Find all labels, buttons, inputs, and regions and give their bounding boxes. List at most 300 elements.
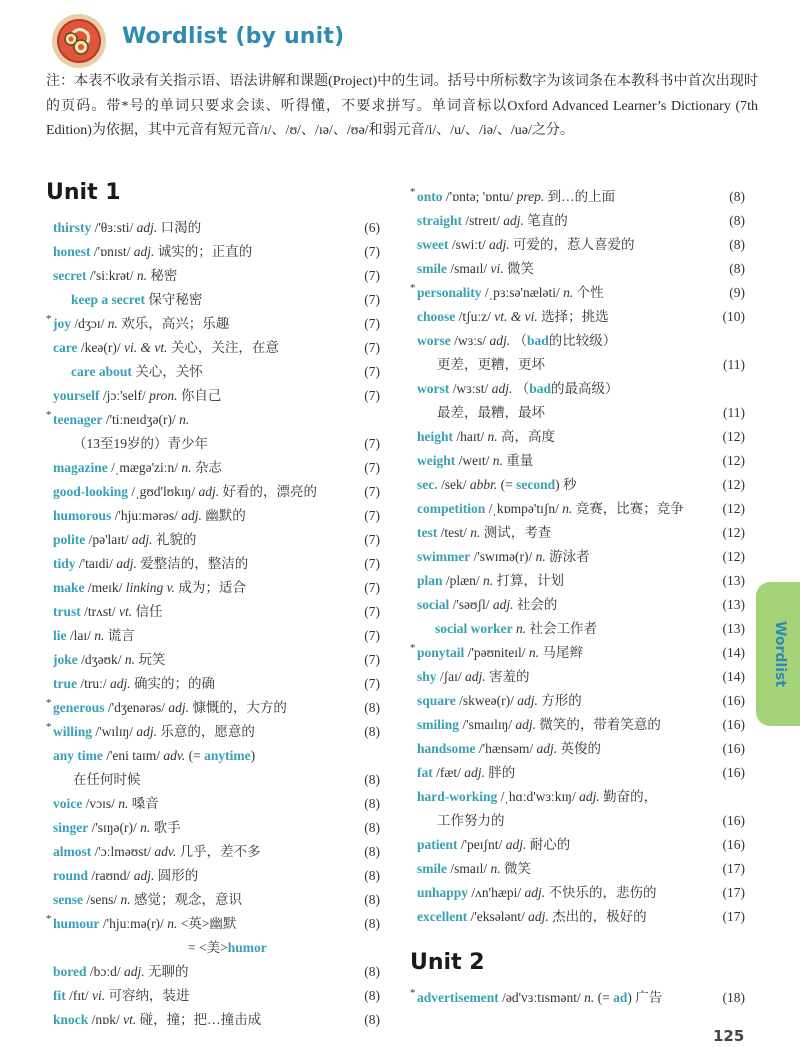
word-entry [417, 689, 745, 713]
unit-1-heading: Unit 1 [46, 180, 121, 205]
word-entry [53, 240, 380, 264]
page-ref: (17) [722, 909, 745, 924]
page-ref: (8) [364, 724, 380, 739]
headword: advertisement [417, 990, 499, 1005]
word-entry [53, 336, 380, 360]
headword-ref: bad [526, 333, 549, 348]
phonetic: /'ɔːlməʊst/ [91, 844, 155, 859]
page-title: Wordlist (by unit) [122, 24, 345, 49]
headword: patient [417, 837, 458, 852]
word-entry [53, 600, 380, 624]
definition: 胖的 [484, 765, 516, 780]
headword-ref: humor [227, 940, 267, 955]
part-of-speech: n. [483, 573, 494, 588]
word-entry [53, 456, 380, 480]
word-entry [417, 497, 745, 521]
part-of-speech: n. [487, 429, 498, 444]
part-of-speech: adj. [133, 244, 155, 259]
page-ref: (7) [364, 340, 380, 355]
definition-tail: 的最高级） [550, 381, 619, 396]
part-of-speech: vi. & vt. [123, 340, 168, 355]
page-ref: (8) [364, 964, 380, 979]
part-of-speech: prep. [516, 189, 545, 204]
page-ref: (7) [364, 580, 380, 595]
headword: secret [53, 268, 87, 283]
phonetic: /laɪ/ [66, 628, 95, 643]
phonetic: /test/ [437, 525, 471, 540]
definition: （ [510, 333, 527, 348]
headword: humour [53, 916, 100, 931]
star-marker: * [46, 721, 52, 733]
word-entry [417, 545, 745, 569]
phonetic: /ˌmægə'ziːn/ [107, 460, 182, 475]
phonetic: /streɪt/ [462, 213, 504, 228]
page-ref: (13) [722, 573, 745, 588]
part-of-speech: adj. [133, 868, 155, 883]
headword: care about [71, 364, 132, 379]
part-of-speech: adj. [505, 837, 527, 852]
headword: excellent [417, 909, 468, 924]
page-ref: (16) [722, 693, 745, 708]
page-ref: (16) [722, 717, 745, 732]
page-ref: (7) [364, 316, 380, 331]
definition: 社会的 [513, 597, 558, 612]
definition: 口渴的 [157, 220, 202, 235]
word-entry [417, 233, 745, 257]
phonetic: /'tiːneɪdʒə(r)/ [102, 412, 180, 427]
part-of-speech: n. [528, 645, 539, 660]
word-entry [46, 696, 380, 720]
page-ref: (8) [364, 820, 380, 835]
headword: trust [53, 604, 81, 619]
phonetic: /plæn/ [442, 573, 484, 588]
definition: 笔直的 [523, 213, 568, 228]
page-ref: (7) [364, 364, 380, 379]
page-ref: (8) [364, 796, 380, 811]
definition: 更差，更糟，更坏 [437, 357, 545, 372]
word-entry [53, 480, 380, 504]
headword: bored [53, 964, 87, 979]
word-entry [410, 281, 745, 305]
headword: smile [417, 861, 447, 876]
page-ref: (8) [364, 916, 380, 931]
part-of-speech: adj. [131, 532, 153, 547]
part-of-speech: n. [179, 412, 190, 427]
part-of-speech: n. [120, 892, 131, 907]
page-ref: (8) [729, 237, 745, 252]
part-of-speech: n. [492, 453, 503, 468]
part-of-speech: vt. [119, 604, 133, 619]
headword: swimmer [417, 549, 471, 564]
page-ref: (16) [722, 765, 745, 780]
headword: voice [53, 796, 83, 811]
word-entry [53, 984, 380, 1008]
definition: 不快乐的，悲伤的 [545, 885, 657, 900]
page-ref: (16) [722, 741, 745, 756]
part-of-speech: n. [181, 460, 192, 475]
definition: 圆形的 [154, 868, 199, 883]
word-entry [53, 648, 380, 672]
part-of-speech: adj. [110, 676, 131, 691]
page-ref: (7) [364, 604, 380, 619]
page-ref: (13) [722, 597, 745, 612]
part-of-speech: n. [118, 796, 129, 811]
definition: 感觉；观念，意识 [130, 892, 243, 907]
definition: (= [497, 477, 517, 492]
page-ref: (8) [364, 988, 380, 1003]
definition: 马尾辫 [538, 645, 583, 660]
phonetic: /'swɪmə(r)/ [470, 549, 536, 564]
part-of-speech: adj. [579, 789, 600, 804]
part-of-speech: n. [535, 549, 546, 564]
word-entry [53, 744, 380, 768]
page-ref: (8) [729, 189, 745, 204]
part-of-speech: n. [140, 820, 151, 835]
word-entry [417, 425, 745, 449]
headword: unhappy [417, 885, 469, 900]
word-entry [417, 737, 745, 761]
word-entry [53, 624, 380, 648]
page-ref: (14) [722, 645, 745, 660]
definition-tail: ) 秒 [555, 477, 577, 492]
phonetic: /sek/ [437, 477, 470, 492]
part-of-speech: abbr. [469, 477, 498, 492]
word-entry [53, 552, 380, 576]
part-of-speech: adj. [181, 508, 202, 523]
part-of-speech: adj. [515, 717, 537, 732]
headword: teenager [53, 412, 103, 427]
part-of-speech: adv. [163, 748, 186, 763]
definition: 礼貌的 [152, 532, 197, 547]
part-of-speech: n. [563, 285, 574, 300]
part-of-speech: n. [167, 916, 178, 931]
definition: 在任何时候 [73, 772, 141, 787]
page-ref: (7) [364, 532, 380, 547]
phonetic: /əd'vɜːtɪsmənt/ [498, 990, 585, 1005]
part-of-speech: adj. [517, 693, 538, 708]
headword: willing [53, 724, 93, 739]
phonetic: /'ɒnɪst/ [90, 244, 134, 259]
part-of-speech: adj. [489, 333, 511, 348]
definition-tail: ) [250, 748, 256, 763]
page-number: 125 [713, 1027, 745, 1045]
part-of-speech: adv. [154, 844, 177, 859]
word-entry [417, 713, 745, 737]
word-entry [417, 617, 745, 641]
phonetic: /wɜːst/ [449, 381, 492, 396]
definition: 高，高度 [497, 429, 556, 444]
definition: 杰出的，极好的 [548, 909, 647, 924]
definition: 可爱的，惹人喜爱的 [509, 237, 635, 252]
word-entry [417, 665, 745, 689]
phonetic: /truː/ [77, 676, 110, 691]
definition: 勤奋的， [599, 789, 658, 804]
word-entry [53, 288, 380, 312]
phonetic: /'smaɪlɪŋ/ [459, 717, 516, 732]
word-entry [53, 216, 380, 240]
page-ref: (17) [722, 885, 745, 900]
headword: weight [417, 453, 456, 468]
definition-tail: ) 广告 [627, 990, 663, 1005]
definition: 乐意的，愿意的 [157, 724, 255, 739]
word-entry [417, 305, 745, 329]
definition: 歌手 [150, 820, 181, 835]
phonetic: /'sɪŋə(r)/ [88, 820, 141, 835]
definition: 玩笑 [135, 652, 166, 667]
part-of-speech: adj. [124, 964, 145, 979]
part-of-speech: pron. [149, 388, 178, 403]
phonetic: /keə(r)/ [77, 340, 124, 355]
headword: almost [53, 844, 92, 859]
headword: ponytail [417, 645, 465, 660]
phonetic: /ʃaɪ/ [436, 669, 466, 684]
phonetic: /weɪt/ [455, 453, 493, 468]
headword: sweet [417, 237, 449, 252]
definition: 打算，计划 [493, 573, 565, 588]
definition: 诚实的；正直的 [154, 244, 253, 259]
headword: joy [53, 316, 71, 331]
word-entry [417, 593, 745, 617]
page-ref: (8) [364, 844, 380, 859]
side-tab-wordlist[interactable] [756, 582, 800, 726]
headword: generous [53, 700, 105, 715]
page-ref: (7) [364, 628, 380, 643]
part-of-speech: linking v. [125, 580, 175, 595]
definition: （13至19岁的）青少年 [73, 436, 208, 451]
word-entry [417, 857, 745, 881]
definition: 几乎，差不多 [176, 844, 261, 859]
headword: worse [417, 333, 451, 348]
headword: good-looking [53, 484, 129, 499]
page-ref: (8) [729, 261, 745, 276]
phonetic: /ʌn'hæpi/ [468, 885, 525, 900]
definition: 谎言 [104, 628, 135, 643]
phonetic: /swiːt/ [448, 237, 489, 252]
definition: 秘密 [147, 268, 178, 283]
definition: 慷慨的，大方的 [189, 700, 287, 715]
page-ref: (7) [364, 460, 380, 475]
phonetic: /'ɒntə; 'ɒntu/ [442, 189, 517, 204]
part-of-speech: adj. [528, 909, 549, 924]
definition: 保守秘密 [144, 292, 203, 307]
word-entry [46, 312, 380, 336]
definition: 测试，考查 [480, 525, 552, 540]
definition-tail: 的比较级） [548, 333, 617, 348]
word-entry [417, 785, 745, 809]
part-of-speech: vt. & vi. [494, 309, 538, 324]
page-ref: (12) [722, 429, 745, 444]
page-ref: (12) [722, 501, 745, 516]
page-ref: (12) [722, 549, 745, 564]
phonetic: /tʃuːz/ [455, 309, 495, 324]
phonetic: /haɪt/ [453, 429, 488, 444]
headword-ref: second [516, 477, 556, 492]
definition: 英俊的 [557, 741, 601, 756]
phonetic: /'peɪʃnt/ [457, 837, 506, 852]
headword: knock [53, 1012, 89, 1027]
word-entry [53, 960, 380, 984]
phonetic: /pə'laɪt/ [85, 532, 132, 547]
headword: onto [417, 189, 443, 204]
headword: shy [417, 669, 437, 684]
headword: true [53, 676, 77, 691]
part-of-speech: adj. [116, 556, 137, 571]
phonetic: /ˌgʊd'lʊkɪŋ/ [128, 484, 199, 499]
phonetic: /dʒəʊk/ [77, 652, 125, 667]
headword: humorous [53, 508, 112, 523]
definition: 选择；挑选 [537, 309, 609, 324]
phonetic: /'siːkrət/ [86, 268, 137, 283]
part-of-speech: adj. [491, 381, 513, 396]
phonetic: /bɔːd/ [86, 964, 125, 979]
page-ref: (8) [364, 1012, 380, 1027]
page-ref: (7) [364, 508, 380, 523]
definition: 碰，撞；把…撞击成 [136, 1012, 262, 1027]
word-entry [53, 864, 380, 888]
phonetic: /vɔɪs/ [82, 796, 119, 811]
word-entry [417, 353, 745, 377]
star-marker: * [46, 409, 52, 421]
page-ref: (9) [729, 285, 745, 300]
definition: 可容纳，装进 [105, 988, 190, 1003]
page-ref: (16) [722, 837, 745, 852]
headword: honest [53, 244, 91, 259]
definition: (= [185, 748, 205, 763]
page-ref: (8) [729, 213, 745, 228]
word-entry [53, 528, 380, 552]
phonetic: /dʒɔɪ/ [71, 316, 108, 331]
definition: 关心，关注，在意 [167, 340, 279, 355]
headword: sense [53, 892, 83, 907]
phonetic: /smaɪl/ [447, 261, 491, 276]
page-ref: (18) [722, 990, 745, 1005]
headword: competition [417, 501, 486, 516]
phonetic: /sens/ [83, 892, 121, 907]
page-ref: (12) [722, 477, 745, 492]
star-marker: * [46, 913, 52, 925]
definition: （ [512, 381, 530, 396]
definition: 杂志 [191, 460, 222, 475]
phonetic: /meɪk/ [84, 580, 126, 595]
word-entry [53, 840, 380, 864]
part-of-speech: adj. [464, 765, 485, 780]
page-ref: (8) [364, 700, 380, 715]
part-of-speech: vi. [92, 988, 106, 1003]
part-of-speech: adj. [524, 885, 546, 900]
headword: test [417, 525, 438, 540]
headword: smiling [417, 717, 460, 732]
headword: fit [53, 988, 66, 1003]
definition: 嗓音 [128, 796, 159, 811]
word-entry [417, 449, 745, 473]
headword: magazine [53, 460, 108, 475]
headword: social worker [435, 621, 513, 636]
definition: <英>幽默 [177, 916, 237, 931]
word-entry [53, 792, 380, 816]
phonetic: /'hænsəm/ [475, 741, 537, 756]
word-entry [53, 432, 380, 456]
definition: 方形的 [537, 693, 582, 708]
headword: choose [417, 309, 456, 324]
part-of-speech: adj. [136, 724, 158, 739]
phonetic: /'taɪdi/ [75, 556, 117, 571]
word-entry [53, 672, 380, 696]
part-of-speech: adj. [136, 220, 158, 235]
definition: 害羞的 [485, 669, 530, 684]
definition: 成为；适合 [174, 580, 246, 595]
definition: 竞赛，比赛；竞争 [572, 501, 684, 516]
definition: 关心，关怀 [131, 364, 203, 379]
headword: singer [53, 820, 89, 835]
phonetic: /smaɪl/ [447, 861, 491, 876]
page-ref: (7) [364, 556, 380, 571]
headword: plan [417, 573, 443, 588]
word-entry [53, 360, 380, 384]
word-entry [417, 569, 745, 593]
headphones-badge-icon [57, 19, 101, 63]
headword: worst [417, 381, 450, 396]
word-entry [417, 209, 745, 233]
phonetic: /trʌst/ [80, 604, 120, 619]
side-tab-label: Wordlist [772, 620, 788, 688]
part-of-speech: vt. [123, 1012, 137, 1027]
page-ref: (12) [722, 525, 745, 540]
word-entry [53, 1008, 380, 1032]
unit-2-heading: Unit 2 [410, 950, 485, 975]
definition: 微笑 [503, 261, 534, 276]
page-ref: (10) [722, 309, 745, 324]
headword: thirsty [53, 220, 92, 235]
logo-icon [52, 14, 106, 68]
definition: 工作努力的 [437, 813, 505, 828]
phonetic: /raʊnd/ [88, 868, 134, 883]
definition: 最差，最糟，最坏 [437, 405, 545, 420]
word-entry [53, 768, 380, 792]
word-entry [53, 816, 380, 840]
part-of-speech: adj. [168, 700, 190, 715]
definition: 确实的；的确 [130, 676, 216, 691]
headword: polite [53, 532, 86, 547]
part-of-speech: adj. [198, 484, 220, 499]
headword: lie [53, 628, 67, 643]
word-entry [417, 473, 745, 497]
headword: square [417, 693, 456, 708]
headword: sec. [417, 477, 438, 492]
headword: personality [417, 285, 482, 300]
definition: 信任 [132, 604, 163, 619]
word-entry [417, 833, 745, 857]
page-ref: (6) [364, 220, 380, 235]
definition: 耐心的 [526, 837, 571, 852]
word-entry [46, 408, 380, 432]
part-of-speech: n. [470, 525, 481, 540]
definition: 好看的，漂亮的 [219, 484, 317, 499]
headword-ref: bad [529, 381, 551, 396]
definition: 欢乐，高兴；乐趣 [117, 316, 230, 331]
definition: 个性 [573, 285, 604, 300]
definition: 游泳者 [545, 549, 590, 564]
part-of-speech: n. [515, 621, 527, 636]
definition: 爱整洁的，整洁的 [136, 556, 249, 571]
page-ref: (7) [364, 268, 380, 283]
page-ref: (12) [722, 453, 745, 468]
word-entry [46, 720, 380, 744]
phonetic: /'eksələnt/ [467, 909, 529, 924]
phonetic: /jɔː'self/ [99, 388, 150, 403]
part-of-speech: n. [490, 861, 501, 876]
definition: 你自己 [177, 388, 222, 403]
page-ref: (7) [364, 652, 380, 667]
